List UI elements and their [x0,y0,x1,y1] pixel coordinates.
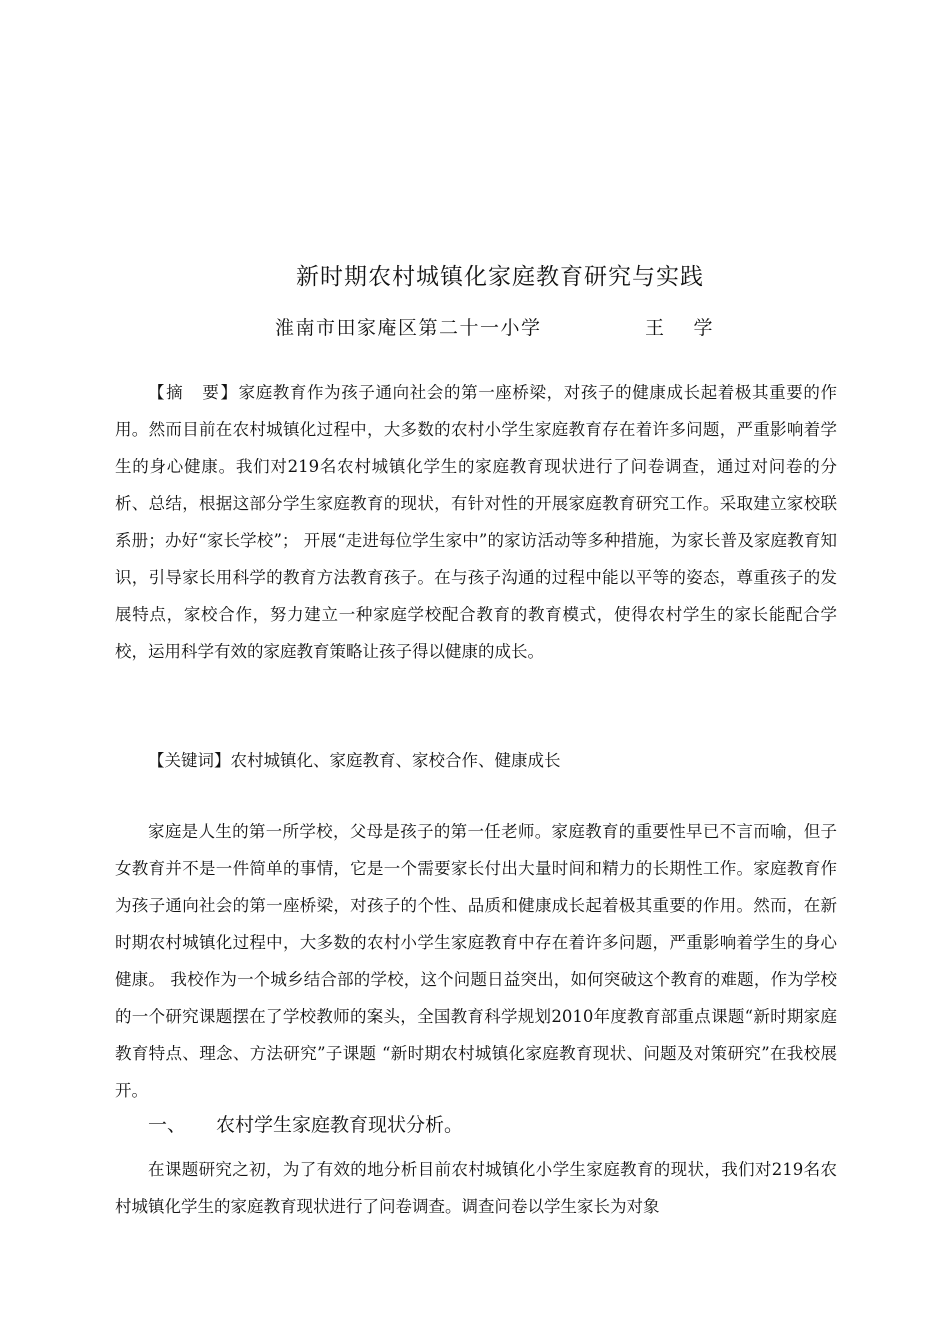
intro-section [115,813,837,1109]
document-title: 新时期农村城镇化家庭教育研究与实践 [296,264,704,290]
section-heading [148,1110,463,1137]
byline [275,313,715,340]
keywords-paragraph [115,742,837,779]
section-body [115,1151,837,1225]
abstract-section [115,374,837,670]
abstract-paragraph [115,374,837,670]
keywords-label: 【关键词】 [148,751,231,770]
abstract-label: 【摘 要】 [148,383,239,402]
section-number: 一、 [148,1114,187,1136]
keywords-text: 农村城镇化、家庭教育、家校合作、健康成长 [230,751,561,770]
intro-paragraph: 家庭是人生的第一所学校，父母是孩子的第一任老师。家庭教育的重要性早已不言而喻，但子女教育并不是一件简单的事情，它是一个需要家长付出大量时间和精力的长期性工作。家庭教育作为孩子通向社会的第一座桥梁，对孩子的个性、品质和健康成长起着极其重要的作用。然而，在新时期农村城镇化过程中，大多数的农村小学生家庭教育中存在着许多问题，严重影响着学生的身心健康。 我校作为一个城乡结合部的学校，这个问题日益突出，如何突破这个教育的难题，作为学校的一个研究课题摆在了学校教师的案头，全国教育科学规划2010年度教育部重点课题“新时期家庭教育特点、理念、方法研究”子课题 “新时期农村城镇化家庭教育现状、问题及对策研究”在我校展开。 [115,822,837,1100]
abstract-text: 家庭教育作为孩子通向社会的第一座桥梁，对孩子的健康成长起着极其重要的作用。然而目前在农村城镇化过程中，大多数的农村小学生家庭教育存在着许多问题，严重影响着学生的身心健康。我们对219名农村城镇化学生的家庭教育现状进行了问卷调查，通过对问卷的分析、总结，根据这部分学生家庭教育的现状，有针对性的开展家庭教育研究工作。采取建立家校联系册；办好“家长学校”； 开展“走进每位学生家中”的家访活动等多种措施，为家长普及家庭教育知识，引导家长用科学的教育方法教育孩子。在与孩子沟通的过程中能以平等的姿态，尊重孩子的发展特点，家校合作，努力建立一种家庭学校配合教育的教育模式，使得农村学生的家长能配合学校，运用科学有效的家庭教育策略让孩子得以健康的成长。 [115,383,838,661]
section-paragraph: 在课题研究之初，为了有效的地分析目前农村城镇化小学生家庭教育的现状，我们对219名农村城镇化学生的家庭教育现状进行了问卷调查。调查问卷以学生家长为对象 [115,1160,837,1216]
section-title: 农村学生家庭教育现状分析。 [216,1114,464,1136]
keywords-section [115,742,837,779]
author-name: 王 学 [645,317,715,339]
school-name: 淮南市田家庵区第二十一小学 [275,317,542,339]
